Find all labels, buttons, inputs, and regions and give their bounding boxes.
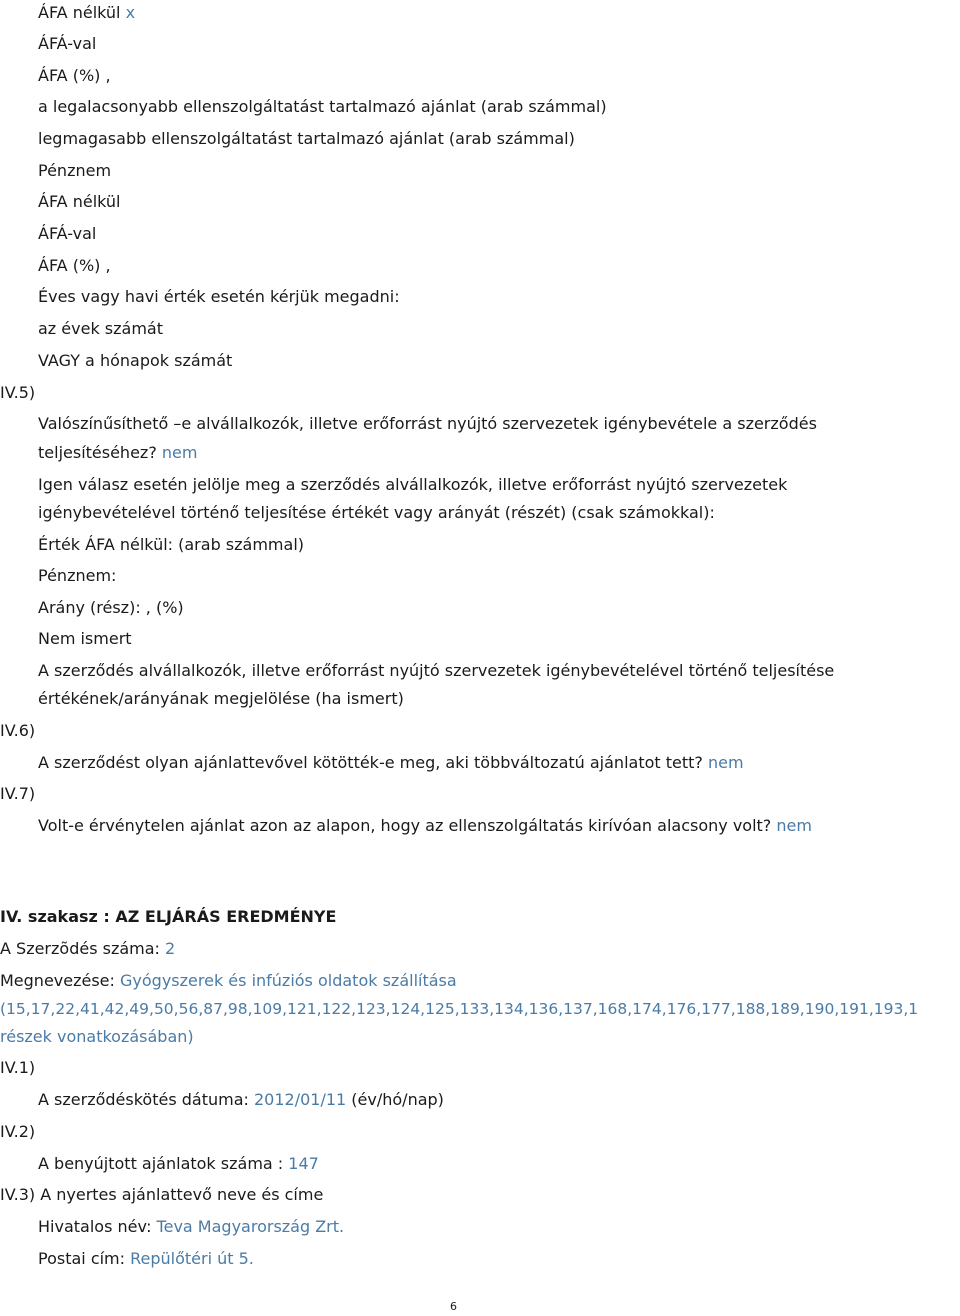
iv3-label: IV.3) [0,1185,36,1204]
iv6-answer: nem [707,753,744,772]
iv5-igen-line-1: Igen válasz esetén jelölje meg a szerződés alvállalkozók, illetve erőforrást nyújtó szervezetek [38,475,788,494]
section-title: IV. szakasz : AZ ELJÁRÁS EREDMÉNYE [0,907,337,926]
iv5-answer: nem [161,443,198,462]
ajanlatok-szama-line: A benyújtott ajánlatok száma : 147 [38,1154,319,1173]
iv5-igen-line-2: igénybevételével történő teljesítése értékét vagy arányát (részét) (csak számokkal): [38,503,715,522]
iv7-label: IV.7) [0,784,36,803]
afa-pct-line: ÁFA (%) , [38,66,111,85]
iv5-nem-ismert-line: Nem ismert [38,629,132,648]
postai-cim-value: Repülőtéri út 5. [130,1249,254,1268]
szerzodes-szama-value: 2 [165,939,176,958]
iv2-label: IV.2) [0,1122,36,1141]
iv6-label: IV.6) [0,721,36,740]
iv5-question-line-1: Valószínűsíthető –e alvállalkozók, illetve erőforrást nyújtó szervezetek igénybevétele a szerződés [38,414,817,433]
afa-nelkul-line: ÁFA nélkül x [38,3,136,22]
hivatalos-nev-line: Hivatalos név: Teva Magyarország Zrt. [38,1217,345,1236]
iv5-arany-line: Arány (rész): , (%) [38,598,184,617]
iv6-question: A szerződést olyan ajánlattevővel kötötték-e meg, aki többváltozatú ajánlatot tett? nem [38,753,744,772]
iv5-question-line-2: teljesítéséhez? nem [38,443,198,462]
afa-pct-line-2: ÁFA (%) , [38,256,111,275]
szerzodeskotes-datuma-line: A szerződéskötés dátuma: 2012/01/11 (év/hó/nap) [38,1090,444,1109]
afa-val-line-2: ÁFÁ-val [38,224,97,243]
iv5-megjeloles-line-1: A szerződés alvállalkozók, illetve erőforrást nyújtó szervezetek igénybevételével történő teljesítése [38,661,835,680]
honapok-szama-line: VAGY a hónapok számát [38,351,233,370]
reszek-line: (15,17,22,41,42,49,50,56,87,98,109,121,122,123,124,125,133,134,136,137,168,174,176,177,188,189,190,191,193,1 [0,1000,919,1018]
iv3-line: IV.3) A nyertes ajánlattevő neve és címe [0,1185,324,1204]
iv7-answer: nem [776,816,812,835]
megnevezes-line: Megnevezése: Gyógyszerek és infúziós oldatok szállítása [0,971,457,990]
iv5-ertek-line: Érték ÁFA nélkül: (arab számmal) [38,535,305,554]
eves-havi-line: Éves vagy havi érték esetén kérjük megadni: [38,287,400,306]
evek-szama-line: az évek számát [38,319,163,338]
iv5-label: IV.5) [0,383,36,402]
iv7-question: Volt-e érvénytelen ajánlat azon az alapon, hogy az ellenszolgáltatás kirívóan alacsony volt? nem [38,816,812,835]
iv5-megjeloles-line-2: értékének/arányának megjelölése (ha ismert) [38,689,404,708]
afa-val-line: ÁFÁ-val [38,34,97,53]
hivatalos-nev-value: Teva Magyarország Zrt. [156,1217,345,1236]
page-number: 6 [450,1300,457,1313]
megnevezes-value: Gyógyszerek és infúziós oldatok szállítása [120,971,457,990]
afa-nelkul-line-2: ÁFA nélkül [38,192,121,211]
legmagasabb-line: legmagasabb ellenszolgáltatást tartalmazó ajánlat (arab számmal) [38,129,575,148]
szerzodeskotes-datum-value: 2012/01/11 [253,1090,347,1109]
ajanlatok-szama-value: 147 [288,1154,319,1173]
afa-nelkul-value: x [125,3,136,22]
penznem-line: Pénznem [38,161,112,180]
postai-cim-line: Postai cím: Repülőtéri út 5. [38,1249,254,1268]
iv5-penznem-line: Pénznem: [38,566,117,585]
iv1-label: IV.1) [0,1058,36,1077]
szerzodes-szama-line: A Szerzõdés száma: 2 [0,939,176,958]
legalacsonyabb-line: a legalacsonyabb ellenszolgáltatást tartalmazó ajánlat (arab számmal) [38,97,607,116]
reszek-end-line: részek vonatkozásában) [0,1027,194,1046]
